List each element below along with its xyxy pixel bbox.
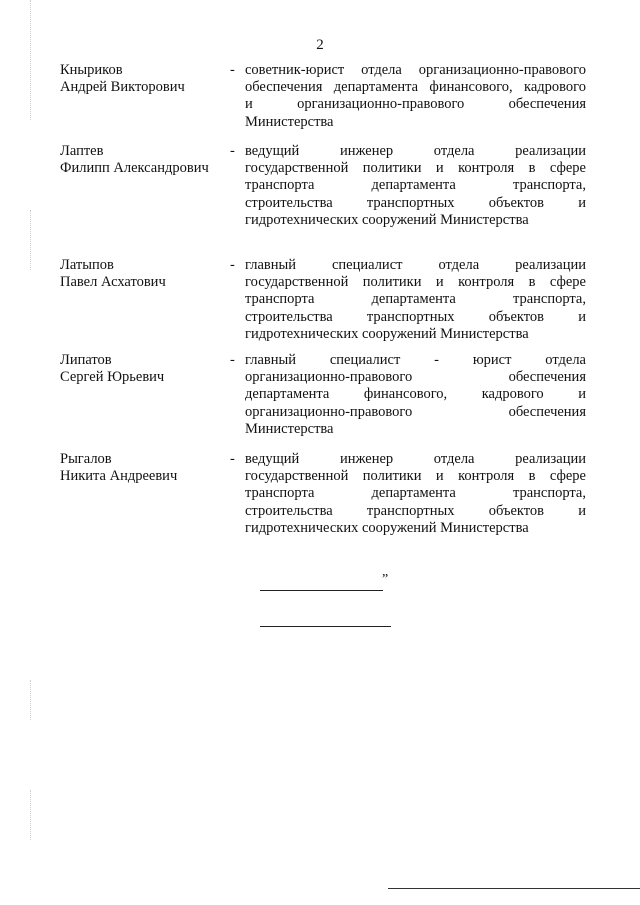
position-line: гидротехнических сооружений Министерства	[245, 325, 529, 342]
position-line: департамента финансового, кадрового и	[245, 386, 586, 403]
staff-given-names: Сергей Юрьевич	[60, 369, 165, 385]
scan-margin-artifact	[30, 0, 33, 120]
position-line: Министерства	[245, 420, 334, 437]
position-line: государственной политики и контроля в сфере	[245, 468, 586, 485]
closing-underline	[260, 590, 383, 591]
scan-margin-artifact	[30, 790, 33, 840]
staff-surname: Кныриков	[60, 62, 123, 78]
staff-position	[245, 62, 586, 131]
position-line: организационно-правового обеспечения	[245, 403, 586, 420]
position-line: транспорта департамента транспорта,	[245, 291, 586, 308]
staff-surname: Рыгалов	[60, 451, 112, 467]
position-line: и организационно-правового обеспечения	[245, 96, 586, 113]
position-line: советник-юрист отдела организационно-правового	[245, 62, 586, 78]
staff-surname: Латыпов	[60, 257, 114, 273]
entry-dash: -	[230, 352, 235, 368]
staff-position	[245, 352, 586, 438]
position-line: ведущий инженер отдела реализации	[245, 143, 586, 159]
position-line: транспорта департамента транспорта,	[245, 485, 586, 502]
staff-surname: Липатов	[60, 352, 112, 368]
entry-dash: -	[230, 143, 235, 159]
position-line: главный специалист - юрист отдела	[245, 352, 586, 368]
entry-dash: -	[230, 257, 235, 273]
scan-margin-artifact	[30, 680, 33, 720]
closing-quote: ”	[382, 572, 389, 587]
position-line: строительства транспортных объектов и	[245, 502, 586, 519]
position-line: Министерства	[245, 113, 334, 130]
position-line: строительства транспортных объектов и	[245, 194, 586, 211]
staff-surname: Лаптев	[60, 143, 104, 159]
staff-given-names: Павел Асхатович	[60, 274, 166, 290]
staff-given-names: Филипп Александрович	[60, 160, 209, 176]
page-number: 2	[316, 37, 324, 53]
position-line: обеспечения департамента финансового, кадрового	[245, 79, 586, 96]
staff-position	[245, 257, 586, 343]
staff-given-names: Андрей Викторович	[60, 79, 185, 95]
position-line: транспорта департамента транспорта,	[245, 177, 586, 194]
staff-name	[60, 143, 225, 177]
position-line: организационно-правового обеспечения	[245, 369, 586, 386]
staff-given-names: Никита Андреевич	[60, 468, 178, 484]
position-line: государственной политики и контроля в сфере	[245, 160, 586, 177]
position-line: гидротехнических сооружений Министерства	[245, 519, 529, 536]
staff-position	[245, 143, 586, 229]
entry-dash: -	[230, 451, 235, 467]
separator-line	[260, 626, 391, 627]
scan-edge-line	[388, 888, 640, 889]
position-line: ведущий инженер отдела реализации	[245, 451, 586, 467]
position-line: государственной политики и контроля в сфере	[245, 274, 586, 291]
staff-position	[245, 451, 586, 537]
entry-dash: -	[230, 62, 235, 78]
staff-name	[60, 257, 225, 291]
position-line: строительства транспортных объектов и	[245, 308, 586, 325]
position-line: гидротехнических сооружений Министерства	[245, 211, 529, 228]
staff-name	[60, 62, 225, 96]
scan-margin-artifact	[30, 210, 33, 270]
staff-name	[60, 451, 225, 485]
position-line: главный специалист отдела реализации	[245, 257, 586, 273]
staff-name	[60, 352, 225, 386]
